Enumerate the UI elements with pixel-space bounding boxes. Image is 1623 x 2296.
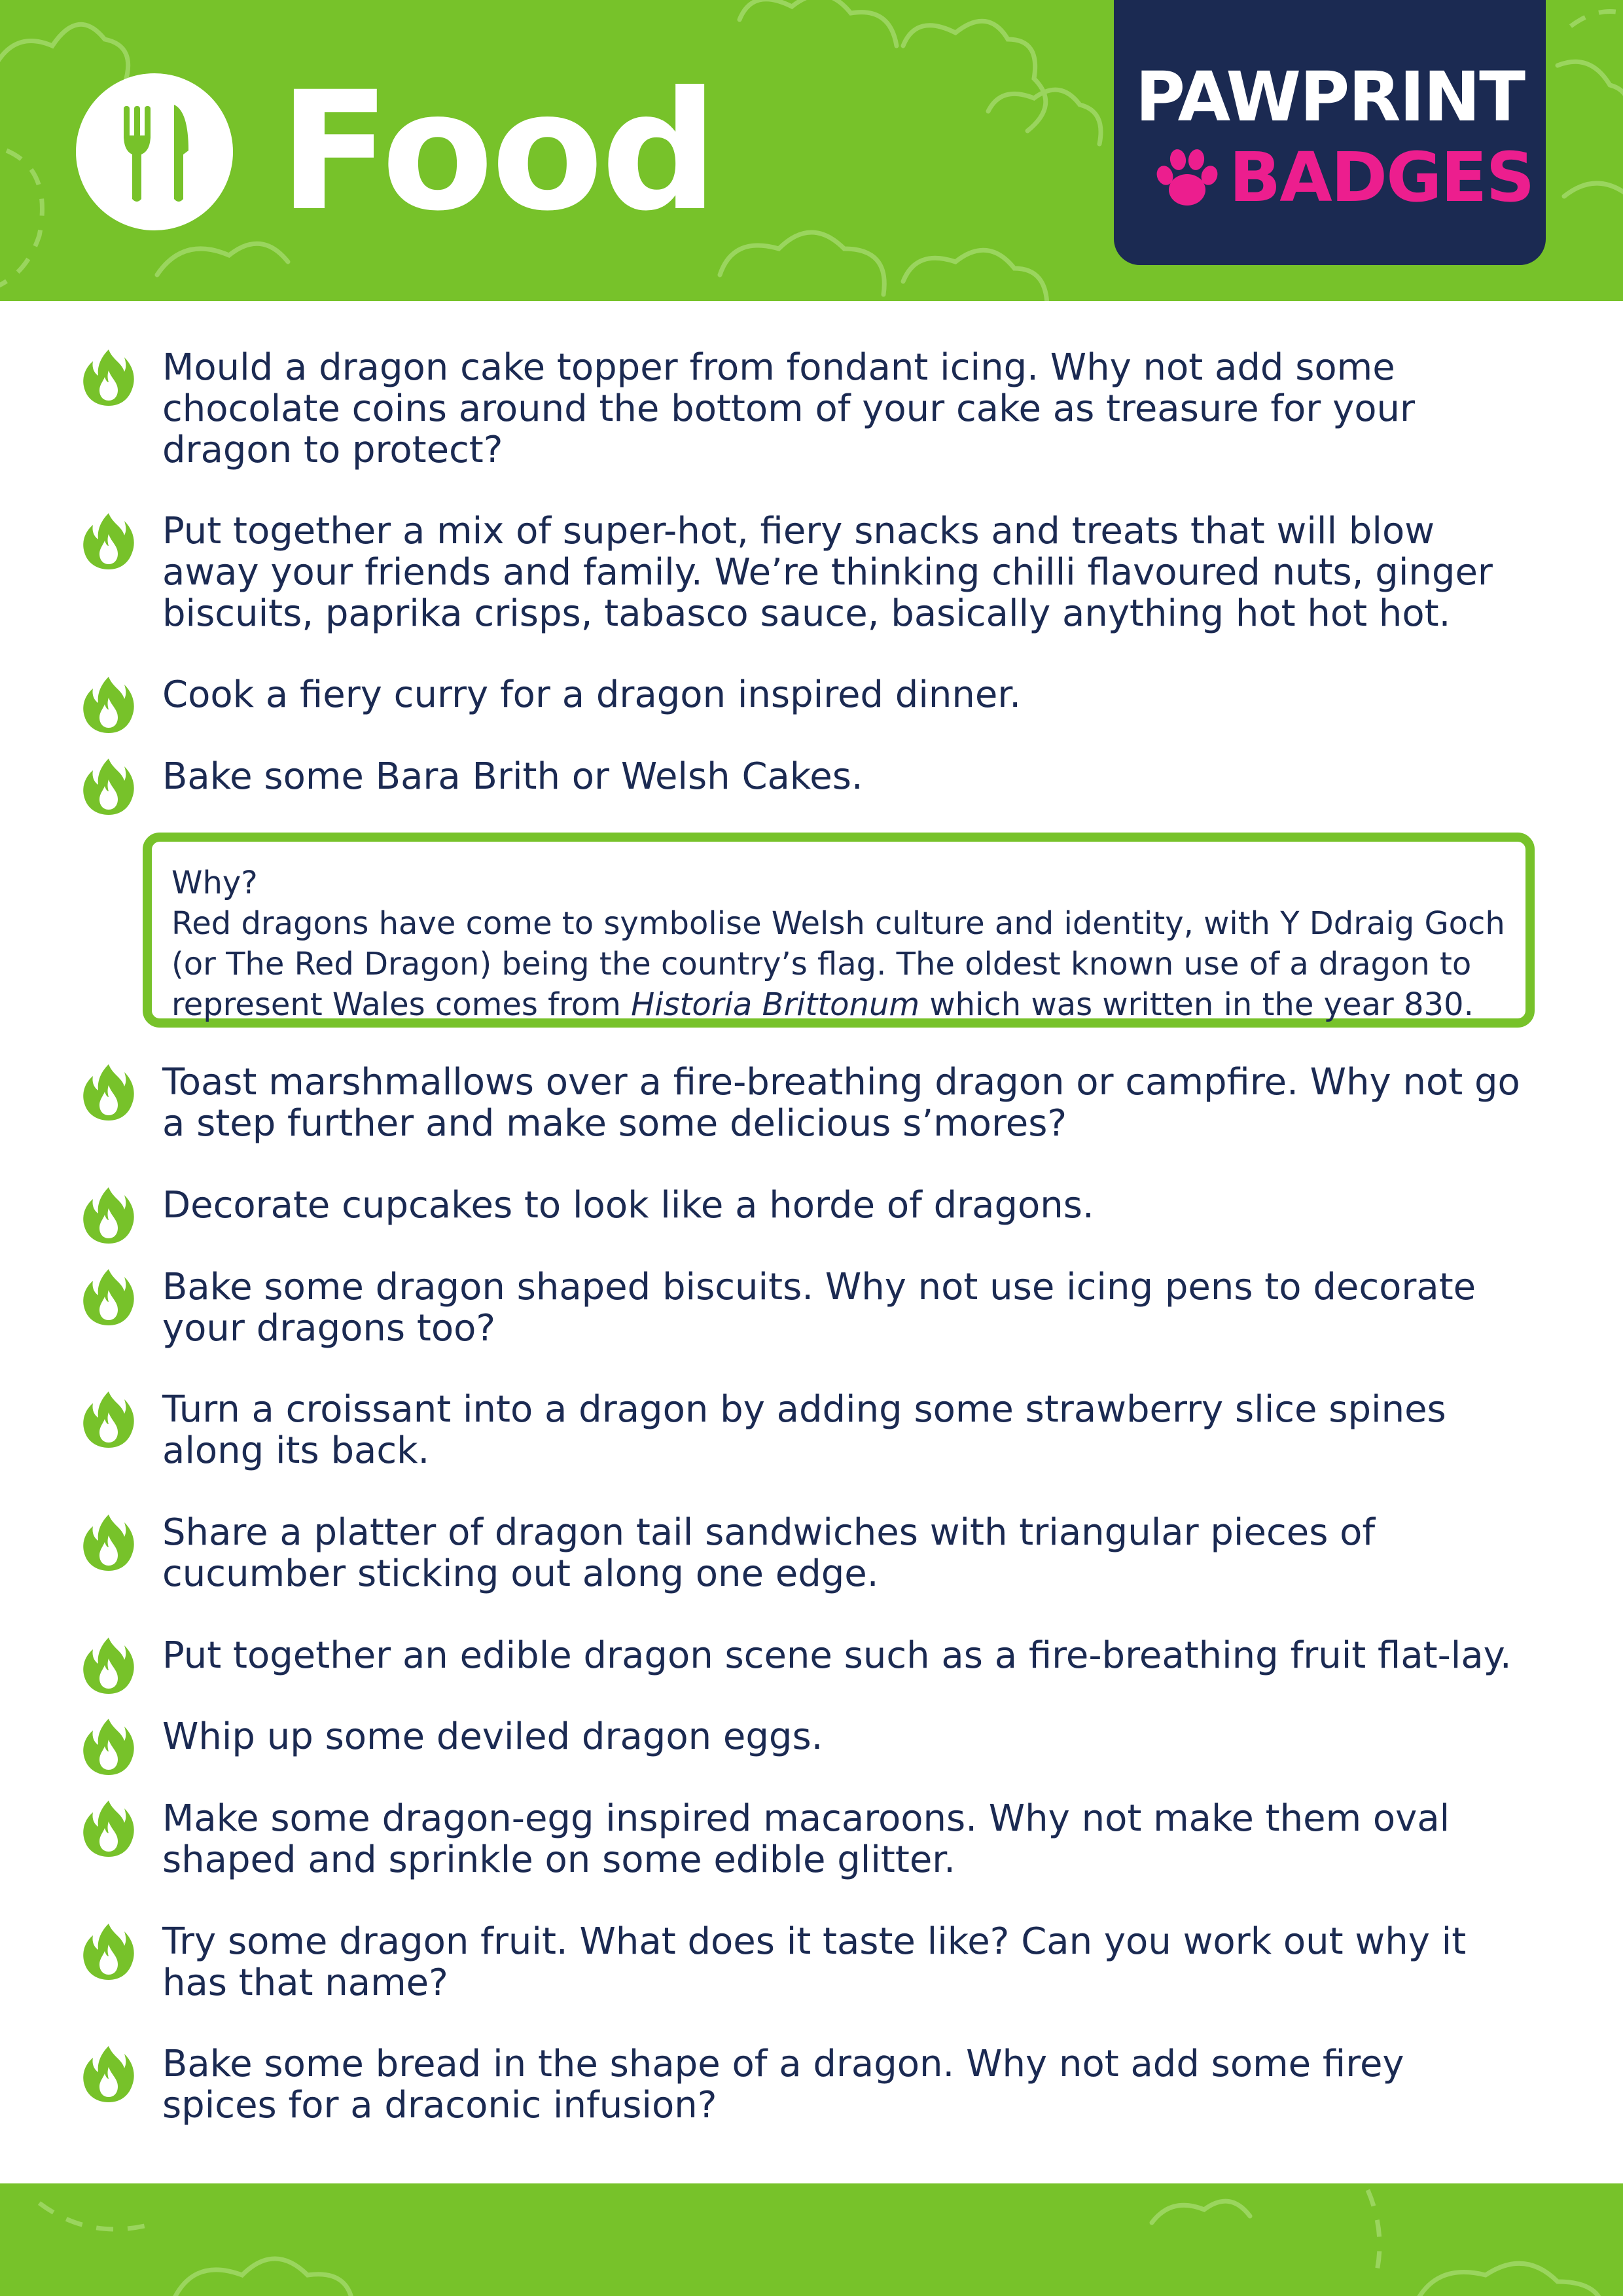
- flame-icon: [81, 1268, 136, 1325]
- list-item-text: Make some dragon-egg inspired macaroons. Why not make them oval shaped and sprinkle on some edible glitter.: [162, 1797, 1450, 1881]
- why-body-end: which was written in the year 830.: [919, 986, 1474, 1023]
- flame-icon: [81, 757, 136, 815]
- list-item-text: Put together a mix of super-hot, fiery snacks and treats that will blow away your friends and family. We’re thinking chilli flavoured nuts, ginger biscuits, paprika crisps, tabasco sauce, basically anything hot hot hot.: [162, 510, 1493, 635]
- flame-icon: [81, 1636, 136, 1694]
- list-item: [81, 1921, 1547, 2003]
- list-item: [81, 674, 1547, 733]
- flame-icon: [81, 1717, 136, 1775]
- list-item: [81, 1512, 1547, 1594]
- list-item-text: Decorate cupcakes to look like a horde of dragons.: [162, 1184, 1094, 1227]
- list-item: [81, 1266, 1547, 1349]
- header-banner: [0, 0, 1623, 301]
- list-item: [81, 2043, 1547, 2126]
- list-item-text: Bake some Bara Brith or Welsh Cakes.: [162, 755, 863, 798]
- flame-icon: [81, 1390, 136, 1448]
- flame-icon: [81, 1922, 136, 1980]
- why-body: [171, 903, 1506, 1025]
- list-item: [81, 1635, 1547, 1694]
- why-info-box: [143, 833, 1535, 1028]
- list-item: [81, 1062, 1547, 1144]
- fork-knife-icon: [76, 73, 233, 230]
- cloud-pattern-decoration: [0, 2183, 1623, 2296]
- why-body-start: Red dragons have come to symbolise Welsh culture and identity, with Y Ddraig Goch (or The Red Dragon) being the country’s flag. The oldest known use of a dragon to represent Wales comes from: [171, 905, 1505, 1023]
- list-item-text: Bake some bread in the shape of a dragon. Why not add some firey spices for a draconic infusion?: [162, 2043, 1404, 2126]
- list-item: [81, 1389, 1547, 1471]
- title-group: [76, 56, 716, 247]
- list-item-text: Whip up some deviled dragon eggs.: [162, 1715, 823, 1758]
- flame-icon: [81, 348, 136, 406]
- list-item-text: Try some dragon fruit. What does it taste like? Can you work out why it has that name?: [162, 1920, 1467, 2004]
- flame-icon: [81, 2045, 136, 2102]
- flame-icon: [81, 512, 136, 569]
- list-item-text: Turn a croissant into a dragon by adding some strawberry slice spines along its back.: [162, 1388, 1446, 1472]
- pawprint-badges-logo: [1114, 0, 1546, 265]
- list-item: [81, 511, 1547, 634]
- flame-icon: [81, 1063, 136, 1121]
- flame-icon: [81, 1513, 136, 1571]
- logo-line-pawprint: PAWPRINT: [1135, 57, 1525, 137]
- list-item-text: Mould a dragon cake topper from fondant icing. Why not add some chocolate coins around the bottom of your cake as treasure for your dragon to protect?: [162, 346, 1416, 471]
- flame-icon: [81, 1186, 136, 1244]
- page-title: Food: [279, 56, 716, 247]
- list-item-text: Bake some dragon shaped biscuits. Why not use icing pens to decorate your dragons too?: [162, 1266, 1476, 1350]
- list-item: [81, 756, 1547, 815]
- paw-icon: [1150, 141, 1222, 213]
- list-item-text: Toast marshmallows over a fire-breathing dragon or campfire. Why not go a step further and make some delicious s’mores?: [162, 1061, 1520, 1145]
- list-item-text: Cook a fiery curry for a dragon inspired dinner.: [162, 673, 1022, 716]
- footer-banner: [0, 2183, 1623, 2296]
- list-item: [81, 1185, 1547, 1244]
- flame-icon: [81, 1799, 136, 1857]
- why-body-italic: Historia Brittonum: [631, 986, 920, 1023]
- list-item: [81, 1798, 1547, 1880]
- list-item-text: Put together an edible dragon scene such as a fire-breathing fruit flat-lay.: [162, 1634, 1512, 1677]
- logo-bottom-row: [1150, 137, 1534, 217]
- flame-icon: [81, 675, 136, 733]
- list-item: [81, 1716, 1547, 1775]
- why-title: Why?: [171, 865, 258, 901]
- list-item-text: Share a platter of dragon tail sandwiches with triangular pieces of cucumber sticking out along one edge.: [162, 1511, 1376, 1595]
- logo-line-badges: BADGES: [1229, 137, 1534, 217]
- list-item: [81, 347, 1547, 471]
